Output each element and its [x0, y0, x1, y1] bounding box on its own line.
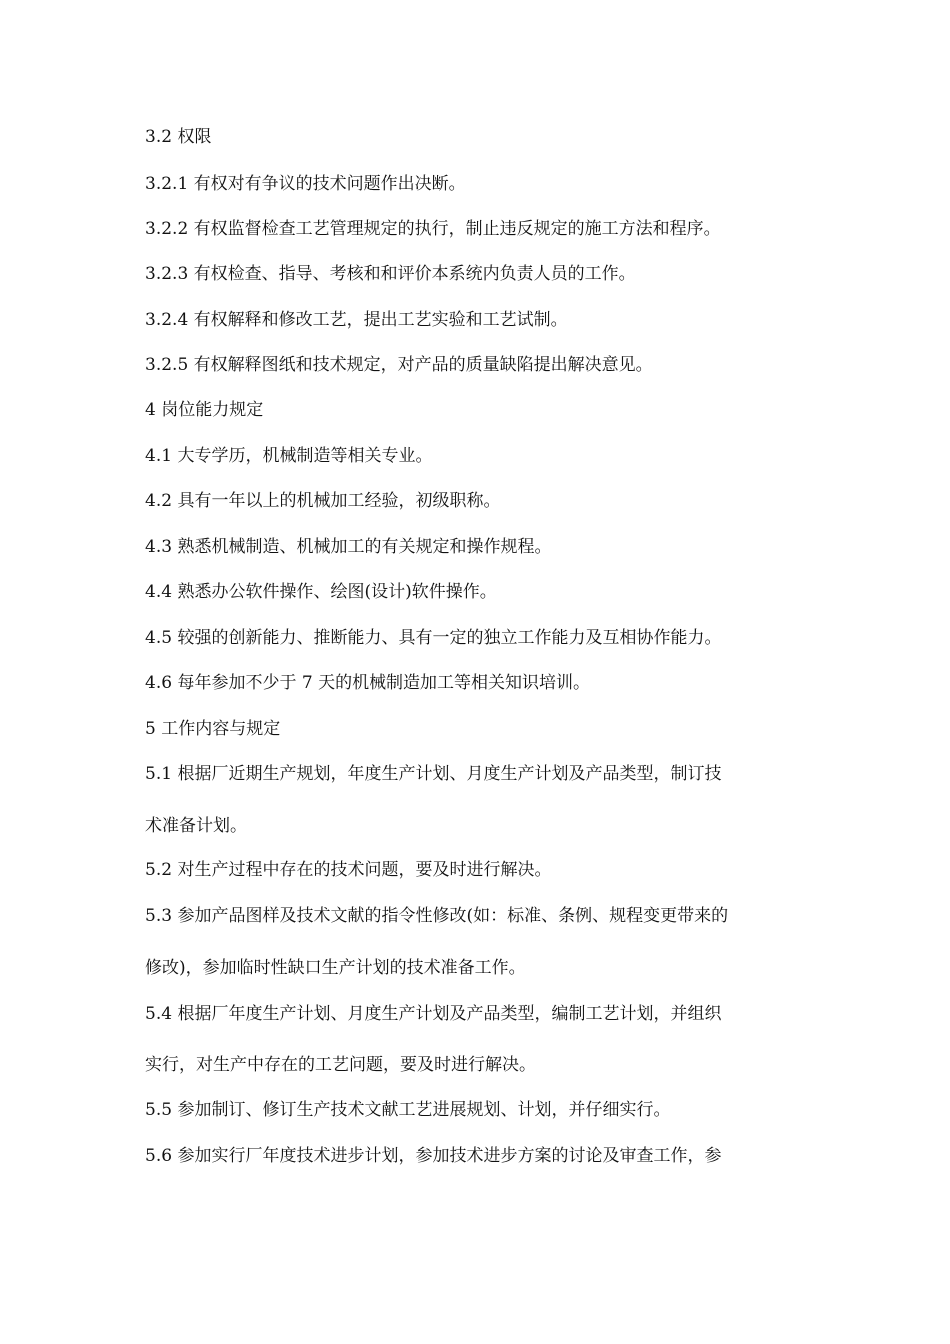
paragraph-5-5: 5.5 参加制订、修订生产技术文献工艺进展规划、计划，并仔细实行。	[145, 1100, 671, 1120]
paragraph-5-2: 5.2 对生产过程中存在的技术问题，要及时进行解决。	[145, 860, 552, 880]
paragraph-5-4-line-1: 5.4 根据厂年度生产计划、月度生产计划及产品类型，编制工艺计划，并组织	[145, 1004, 722, 1024]
paragraph-5-4-line-2: 实行，对生产中存在的工艺问题，要及时进行解决。	[145, 1055, 536, 1075]
paragraph-3-2-4: 3.2.4 有权解释和修改工艺，提出工艺实验和工艺试制。	[145, 310, 568, 330]
paragraph-5-1-line-1: 5.1 根据厂近期生产规划，年度生产计划、月度生产计划及产品类型，制订技	[145, 764, 722, 784]
paragraph-3-2-5: 3.2.5 有权解释图纸和技术规定，对产品的质量缺陷提出解决意见。	[145, 355, 653, 375]
paragraph-4-1: 4.1 大专学历，机械制造等相关专业。	[145, 446, 433, 466]
paragraph-5-1-line-2: 术准备计划。	[145, 816, 247, 836]
paragraph-4-2: 4.2 具有一年以上的机械加工经验，初级职称。	[145, 491, 501, 511]
paragraph-5-6-line-1: 5.6 参加实行厂年度技术进步计划，参加技术进步方案的讨论及审查工作，参	[145, 1146, 722, 1166]
paragraph-4-4: 4.4 熟悉办公软件操作、绘图(设计)软件操作。	[145, 582, 497, 602]
paragraph-5-3-line-1: 5.3 参加产品图样及技术文献的指令性修改(如：标准、条例、规程变更带来的	[145, 906, 729, 926]
paragraph-5-3-line-2: 修改)，参加临时性缺口生产计划的技术准备工作。	[145, 958, 526, 978]
paragraph-3-2-2: 3.2.2 有权监督检查工艺管理规定的执行，制止违反规定的施工方法和程序。	[145, 219, 721, 239]
heading-3-2-authority: 3.2 权限	[145, 127, 212, 147]
paragraph-3-2-3: 3.2.3 有权检查、指导、考核和和评价本系统内负责人员的工作。	[145, 264, 636, 284]
heading-5-work-content: 5 工作内容与规定	[145, 719, 281, 739]
paragraph-3-2-1: 3.2.1 有权对有争议的技术问题作出决断。	[145, 174, 466, 194]
heading-4-competency: 4 岗位能力规定	[145, 400, 264, 420]
paragraph-4-3: 4.3 熟悉机械制造、机械加工的有关规定和操作规程。	[145, 537, 552, 557]
paragraph-4-5: 4.5 较强的创新能力、推断能力、具有一定的独立工作能力及互相协作能力。	[145, 628, 722, 648]
paragraph-4-6: 4.6 每年参加不少于 7 天的机械制造加工等相关知识培训。	[145, 673, 591, 693]
